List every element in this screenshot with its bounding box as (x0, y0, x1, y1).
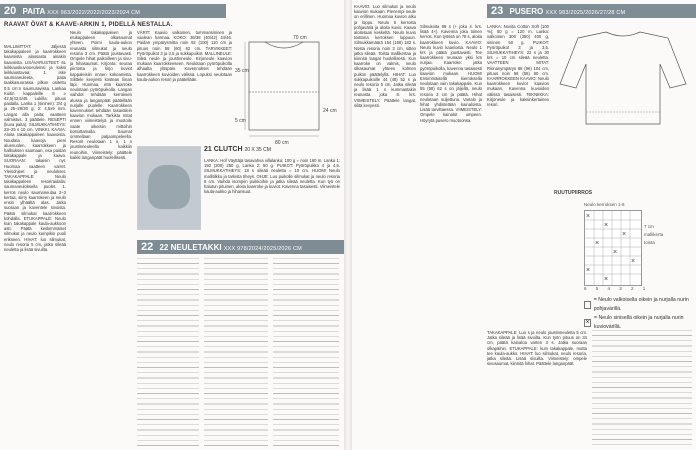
cardigan-text-column-3 (273, 258, 339, 446)
left-subtitle: RAAVAT ÖVAT & KAAVE-ARKIN 1, PIDELLÄ NESTALLA. (4, 22, 173, 28)
chart-x-axis: 6 5 4 3 2 1 (584, 286, 650, 291)
cardigan-code: XXX 978/2024/2025/2026 CM (223, 246, 302, 252)
left-page-header (0, 4, 226, 18)
cardigan-number: 22 (141, 241, 154, 253)
legend-white-text: = Neulo valkoisella oikein ja nurjalla nurin pohjavärillä. (593, 297, 689, 312)
left-column-3: VÄRIT: Kaavio valkoinen, tummansininen ja vaalean harmaa. KOKO: 36/38 (40/42) 44/46. Paidan ympärysmitta noin 92 (100) 110 cm ja pituus noin 58 (60) 62 cm. TARVIKKEET: Pyöröpuikot 3 ja 3,5 ja sukkapuikot. MALLINEULE: Sileä neule ja joustinneule. Kirjoneule kaavion mukaan kaarrokkeeseen. Neulotaan pyöröpuikolla alhaalta ylöspäin. Kavennukset tehdään kaarrokkeen kuvioiden välissä. Lopuksi neulotaan kaula-aukon resori ja päätellään. (137, 30, 232, 82)
left-pattern-number: 20 (4, 5, 17, 17)
white-square-icon (584, 301, 591, 309)
cross-square-icon (584, 319, 591, 327)
svg-text:×: × (613, 249, 618, 256)
cardigan-header (137, 240, 344, 254)
right-column-5 (592, 330, 692, 446)
svg-text:×: × (631, 258, 636, 265)
clutch-photo (137, 146, 201, 230)
sweater-schematic (554, 24, 692, 134)
right-pattern-title: PUSERO (509, 7, 544, 16)
right-column-1: KAAVIO: Luo silmukat ja neulo kaavion mukaan. Pienempi neule on erillinen. Huomaa kuvion alku ja loppu. Neulo 5 kerrosta pohjaväriä ja aloita kuvio. Kaava aloitetaan keskeltä. Neulo kuvio toistona kerroksen loppuun. Silmukkamäärä 154 (168) 182 s. Nosta resoria noin 3 cm, sitten jatka sileää. Toista mallikertaa ja kiinnitä langat huolellisesti. Kun kaarroke on valmis, neulo olkasaumat yhteen kolmen puikon päättelyllä. HIHAT: Luo sukkapuikoille 44 (48) 52 s ja neulo resoria 5 cm. Jatka sileää ja lisää 1 s kummastakin reunasta joka 8. krs. VIIMEISTELY: Päättele langat, silitä kevyesti. (354, 4, 416, 108)
knitting-chart (584, 210, 642, 286)
svg-text:×: × (622, 231, 627, 238)
left-page (0, 0, 344, 450)
svg-text:×: × (604, 276, 609, 283)
right-page (352, 0, 696, 450)
dim-label-right: 24 cm (323, 108, 337, 114)
left-pattern-title: PAITA (22, 7, 45, 16)
svg-text:×: × (586, 267, 591, 274)
right-column-2: Silmukoita 99 s (+ joka 4. krs. lisää 4×). Kavenna joka toinen kerros. Kun työssä on 78 s, aloita kaarrokkeen kuvio. KAAVIO: Neulo kuvio kaaviosta. Neulo 1 krs ja päätä joustavasti. Tee kaarrokkeen reunaan yksi krs nurjaa. Kaarroke: jatka pyöröpuikolla, kavenna tasaisesti kaavion mukaan. HUOM! Ensimmäisellä kierroksella neulotaan vain takakappale. Kun 55 (58) 62 s on jäljellä, neulo resoria 3 cm ja päätä. Hihat neulotaan suljettuna. Vartalo ja hihat yhdistetään kainaloista. Lisää tarvittaessa. VIIMEISTELY: Ompele kainalot umpeen. Höyrytä pusero muotoonsa. (420, 24, 482, 123)
svg-text:×: × (595, 240, 600, 247)
chart-legend (584, 296, 692, 332)
chart-repeat-instruction: toista (644, 240, 655, 245)
legend-row-white (584, 296, 692, 314)
left-column-2: Neulo takakappaleen ja etukappaleen olkasaumat yhteen. Poimi kaula-aukon reunasta silmukat ja neulo resoria 3 cm. Päätä joustavasti. Ompele hihat paikoilleen ja sivu- ja hihasaumat. Kirjonta: seuraa piirrosta ja kirjo kuviot kappaleisiin ennen kokoamista. Silittele kevyesti kostean liinan läpi. Huomaa, että kaarroke neulotaan pyöröpuikolla. Langan vaihdot tehdään kerroksen alussa ja langanpäät päätellään nurjalle puolelle. Kaarrokkeen kavennukset tehdään tasavälein kaavion mukaan. Tarkista mitat ennen viimeistelyä ja muotoile vaate oikeisiin mittoihin kostuttamalla. Saumat ommellaan patjaompeleella. Resorit neulotaan 1 o, 1 n joustinneuleella kaikkiin reunoihin. Viimeistely: päättele kaikki langanpäät huolellisesti. (70, 30, 132, 160)
right-pattern-number: 23 (491, 5, 504, 17)
chart-legend-title: RUUTUPIIRROS (554, 190, 593, 196)
svg-text:×: × (604, 222, 609, 229)
right-pattern-code: XXX 983/2025/2026/27/28 CM (545, 10, 626, 16)
cardigan-text-column-1 (137, 258, 199, 446)
clutch-size: 20 X 35 CM (244, 147, 271, 153)
right-column-4: TAKAKAPPALE: Luo s ja neulo joustinneuletta 5 cm. Jatka sileää ja lisää sivuilta. Kun työn pituus on 34 cm, päätä kainaloa varten 3 s. Jatka suoraan olkapäihin. ETUKAPPALE: kuin takakappale, mutta tee kaula-aukko. HIHAT: luo silmukat, neulo resoria, jatka sileää. Lisää sivuilta. Viimeistely: ompele sivusaumat, kiinnitä hihat. Päättele langanpäät. (487, 330, 587, 367)
cardigan-title: 22 NEULETAKKI (159, 243, 222, 252)
chart-size-label: 7 cm (644, 224, 654, 229)
right-column-3: LANKA: Novita Cotton Soft (100 %); 50 g = 120 m. Lanka: valkoinen 300 (350) 400 g, sininen 50 g. PUIKOT: Pyöröpuikot 3 ja 3,5. SILMUKKATIHEYS: 22 s ja 30 krs = 10 cm sileää neuletta. VAATTEEN MITAT: Rinnanympärys 88 (96) 104 cm, pituus noin 56 (58) 60 cm. KAARROKKEEN KAAVIO: Neulo kaarrokkeen kuviot kaavion mukaan. Kavenna kuvioiden välissä tasaisesti. TEKNIIKKA: Kirjoneule ja kaksinkertainen resori. (487, 24, 549, 108)
clutch-heading (204, 146, 271, 153)
garment-schematic (235, 32, 337, 150)
dim-label-side: 35 cm (235, 68, 249, 74)
dim-label-bottom: 80 cm (275, 140, 289, 146)
cardigan-text-column-2 (204, 258, 268, 446)
svg-text:×: × (586, 213, 591, 220)
right-page-header (487, 4, 696, 18)
chart-repeat-word: mallikerta (644, 232, 664, 237)
clutch-title: 21 CLUTCH (204, 146, 243, 153)
legend-blue-text: = Neulo sinisellä oikein ja nurjalla nurin kuviovärillä. (593, 315, 684, 330)
left-pattern-code: XXX 963/2022/2022/2023/2024 CM (47, 10, 141, 16)
chart-repeat-label: Neulo kerroksen 1-8 (584, 202, 625, 207)
dim-label-hem: 5 cm (235, 118, 246, 124)
clutch-bag-shape (148, 165, 190, 209)
left-column-1: MALLIMITTAT: Jäljessä takakappaleen ja kaarrokkeen kaavoista alaosasta ainakin kaavoista. LISÄVARUSTEET: 6L leikkauskuvioneuleinsi ja kaksi leikkaustavaa; 1 iske saumaneuleeta, paita taakkasuorassa pilkon ositettu 0,5 cm:n saumuravissa. Lankaa Kuitin kappaleille S ≥ 42,5(43,5/45 Lukilla: pituus paidalla. Lanka 1 (sininen): 3/4 g ja 25–28/30 g; 2: 4,5x9 mm. Langat alla paita; vaatteen valmistus. 3 päättele. RESEPTI (kuva paita). SILMUKKATIHEYS: 23–25 s 10 cm. VINKKI, KAAVA: Aloita takakappaleen kaavoista. Noudata kaavoja pieni aluenuolen, kaarrokkeen ja hallituksen saumaan, osa paidan takakappale ja kaava. SUORAAN: takaisin nyt. Huomaa vaatteen varret. Yleisohjeet ja neulokset. TAKAKAPPALE: Neulo takakappaleen resoriraidalla: saumaneuloksella puolet. 1. kerros neulo saumaneulaa 2–3 kertaa, siirry kaarrokeen ja neulo ensin ylhäältä alas. Jatka suoraan ja kaventele sivuista. Päätä silmukat kaarrokkeen kohdalla. ETUKAPPALE: Neulo kuin takakappale kaula-aukkoon asti. Päätä keskimmäiset silmukat ja neulo kumpikin puoli erikseen. HIHAT: luo silmukat, neulo resoria 5 cm, jatka sileää neuletta ja lisää sivuilta. (4, 44, 66, 252)
dim-label-top: 70 cm (293, 35, 307, 41)
left-column-4: LANKA: Hof Väyttäjä tasavahva villalanka; 100 g = noin 160 m. Lanka 1: 150 (200) 250 g, Lanka 2: 50 g. PUIKOT: Pyöröpuikko 4 ja 4,5. SILMUKKATIHEYS: 18 s sileää neuletta = 10 cm. HUOM! Neulo mallitilkku ja tarkista tiheys. OHJE: Luo puikolle silmukat ja neulo resoria 6 cm. Vaihda isompiin puikkoihin ja jatka sileää neuletta. Kun työ on halutun pituinen, aloita kaarroke ja kuviot. Kavenna tasaisesti. Viimeistele kaula-aukko ja hihansuut. (204, 158, 340, 195)
spread-gutter (344, 0, 352, 450)
